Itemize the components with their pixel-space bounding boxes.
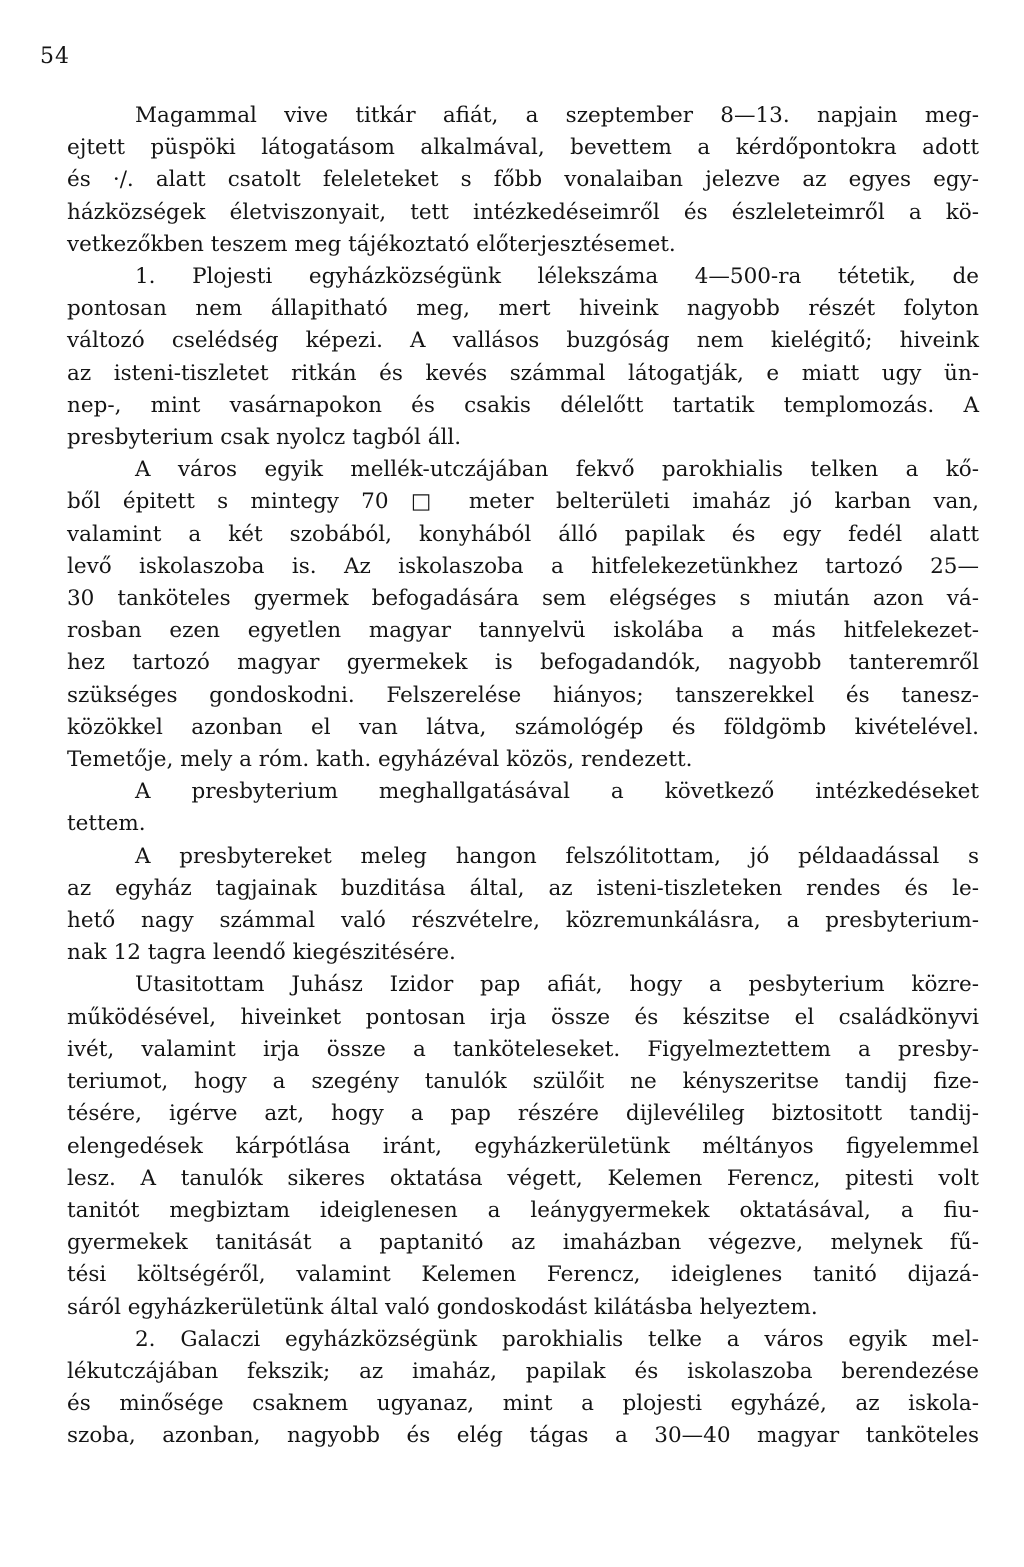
paragraph	[67, 776, 979, 840]
text-line: közökkel azonban el van látva, számológép és földgömb kivételével.	[67, 714, 979, 740]
body-text	[67, 100, 979, 1453]
text-line: hető nagy számmal való részvételre, közremunkálásra, a presbyterium-	[67, 908, 979, 934]
page-number: 54	[40, 44, 70, 69]
text-line: és minősége csaknem ugyanaz, mint a plojesti egyházé, az iskola-	[67, 1391, 979, 1417]
text-line: rosban ezen egyetlen magyar tannyelvü iskolába a más hitfelekezet-	[67, 618, 979, 644]
text-line: lékutczájában fekszik; az imaház, papilak és iskolaszoba berendezése	[67, 1358, 979, 1384]
paragraph	[67, 969, 979, 1323]
paragraph	[67, 261, 979, 454]
text-line: az isteni-tiszletet ritkán és kevés számmal látogatják, e miatt ugy ün-	[67, 360, 979, 386]
text-line: vetkezőkben teszem meg tájékoztató előterjesztésemet.	[67, 231, 676, 257]
text-line: A presbytereket meleg hangon felszólitottam, jó példaadással s	[135, 843, 979, 869]
text-line: szoba, azonban, nagyobb és elég tágas a 30—40 magyar tanköteles	[67, 1423, 979, 1449]
paragraph	[67, 1324, 979, 1453]
text-line: teriumot, hogy a szegény tanulók szülőit ne kényszeritse tandij fize-	[67, 1069, 979, 1095]
text-line: tanitót megbiztam ideiglenesen a leánygyermekek oktatásával, a fiu-	[67, 1197, 979, 1223]
text-line: pontosan nem állapitható meg, mert hiveink nagyobb részét folyton	[67, 296, 979, 322]
text-line: szükséges gondoskodni. Felszerelése hiányos; tanszerekkel és tanesz-	[67, 682, 979, 708]
text-line: A város egyik mellék-utczájában fekvő parokhialis telken a kő-	[135, 457, 979, 483]
text-line: ből épitett s mintegy 70 □ meter belterületi imaház jó karban van,	[67, 489, 979, 515]
text-line: presbyterium csak nyolcz tagból áll.	[67, 425, 462, 451]
text-line: 1. Plojesti egyházközségünk lélekszáma 4—500-ra tétetik, de	[135, 264, 979, 290]
text-line: gyermekek tanitását a paptanitó az imaházban végezve, melynek fű-	[67, 1230, 979, 1256]
paragraph	[67, 454, 979, 776]
paragraph	[67, 841, 979, 970]
text-line: Temetője, mely a róm. kath. egyházéval közös, rendezett.	[67, 747, 693, 773]
text-line: ivét, valamint irja össze a tanköteleseket. Figyelmeztettem a presby-	[67, 1036, 979, 1062]
text-line: elengedések kárpótlása iránt, egyházkerületünk méltányos figyelemmel	[67, 1133, 979, 1159]
text-line: Magammal vive titkár afiát, a szeptember 8—13. napjain meg-	[135, 103, 979, 128]
text-line: az egyház tagjainak buzditása által, az isteni-tiszleteken rendes és le-	[67, 875, 979, 901]
text-line: 30 tanköteles gyermek befogadására sem elégséges s miután azon vá-	[67, 586, 979, 612]
text-line: ejtett püspöki látogatásom alkalmával, bevettem a kérdőpontokra adott	[67, 135, 979, 161]
text-line: és ·/. alatt csatolt feleleteket s főbb vonalaiban jelezve az egyes egy-	[67, 167, 979, 193]
text-line: 2. Galaczi egyházközségünk parokhialis telke a város egyik mel-	[135, 1326, 979, 1352]
text-line: tésére, igérve azt, hogy a pap részére dijlevélileg biztositott tandij-	[67, 1101, 979, 1127]
text-line: nak 12 tagra leendő kiegészitésére.	[67, 940, 456, 966]
text-line: lesz. A tanulók sikeres oktatása végett, Kelemen Ferencz, pitesti volt	[67, 1165, 979, 1191]
text-line: valamint a két szobából, konyhából álló papilak és egy fedél alatt	[67, 521, 979, 547]
text-line: házközségek életviszonyait, tett intézkedéseimről és észleleteimről a kö-	[67, 199, 979, 225]
text-line: tési költségéről, valamint Kelemen Ferencz, ideiglenes tanitó dijazá-	[67, 1262, 979, 1288]
text-line: Utasitottam Juhász Izidor pap afiát, hogy a pesbyterium közre-	[135, 972, 979, 998]
text-line: nep-, mint vasárnapokon és csakis délelőtt tartatik templomozás. A	[67, 392, 979, 418]
text-line: működésével, hiveinket pontosan irja össze és készitse el családkönyvi	[67, 1004, 979, 1030]
paragraph	[67, 100, 979, 261]
text-line: tettem.	[67, 811, 146, 837]
text-line: A presbyterium meghallgatásával a következő intézkedéseket	[135, 779, 979, 805]
text-line: hez tartozó magyar gyermekek is befogadandók, nagyobb tanteremről	[67, 650, 979, 676]
text-line: sáról egyházkerületünk által való gondoskodást kilátásba helyeztem.	[67, 1294, 818, 1320]
text-line: levő iskolaszoba is. Az iskolaszoba a hitfelekezetünkhez tartozó 25—	[67, 553, 979, 579]
text-line: változó cselédség képezi. A vallásos buzgóság nem kielégitő; hiveink	[67, 328, 979, 354]
